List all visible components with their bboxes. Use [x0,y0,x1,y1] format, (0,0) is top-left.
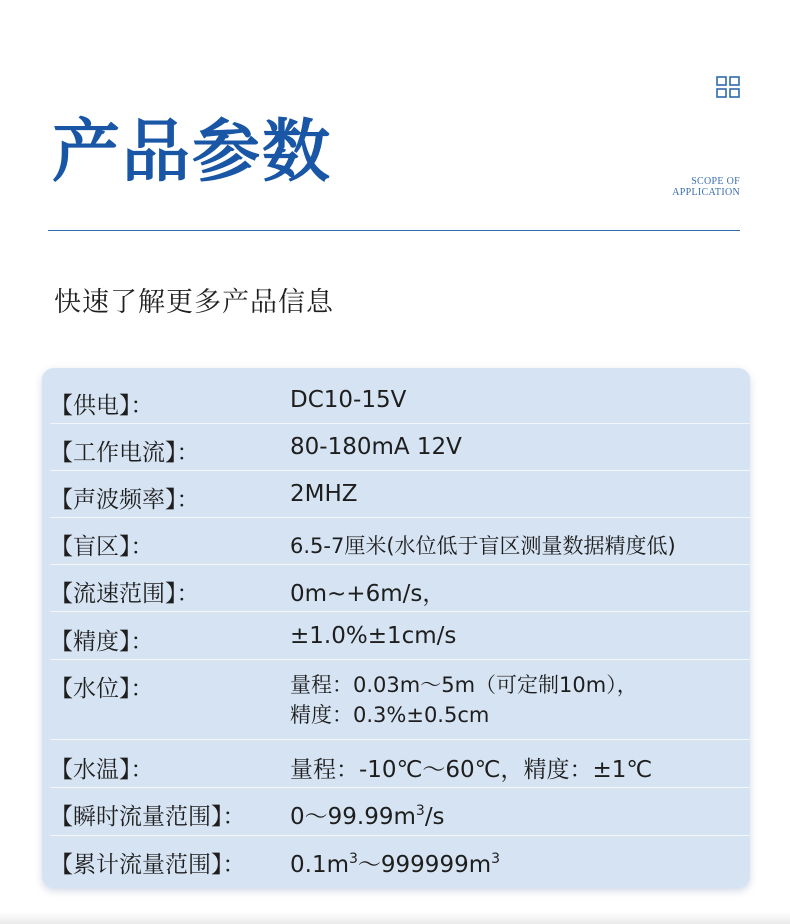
spec-row-current [50,424,750,471]
spec-row-blind-zone [50,518,750,565]
spec-label: 【工作电流】： [50,440,200,466]
superscript: 3 [491,851,501,867]
superscript: 3 [348,851,358,867]
spec-label: 【声波频率】： [50,487,200,513]
spec-value-line-1: 量程：0.03m～5m（可定制10m）， [290,673,638,697]
value-text: 0.1m [290,852,349,878]
spec-value: 量程：-10℃～60℃，精度：±1℃ [290,757,653,783]
spec-value: 2MHZ [290,481,358,507]
spec-row-water-level [50,660,750,740]
spec-label: 【瞬时流量范围】： [50,804,246,830]
spec-card [42,368,750,888]
spec-row-power [50,368,750,424]
spec-value: 6.5-7厘米(水位低于盲区测量数据精度低) [290,534,676,558]
value-text: 0～99.99m [290,804,416,830]
header-divider [48,230,740,231]
value-text: /s [424,804,445,830]
spec-label: 【流速范围】： [50,581,200,607]
spec-row-total-flow [50,836,750,888]
spec-label: 【供电】： [50,393,154,419]
spec-row-instant-flow [50,788,750,836]
spec-label: 【累计流量范围】： [50,852,246,878]
scope-line-1: SCOPE OF [691,176,740,187]
superscript: 3 [415,803,425,819]
spec-row-accuracy [50,612,750,660]
page-title: 产品参数 [52,112,333,192]
spec-value [290,846,500,879]
subtitle: 快速了解更多产品信息 [54,287,334,318]
scope-line-2: APPLICATION [672,187,740,198]
spec-value: 80-180mA 12V [290,434,462,460]
spec-value: DC10-15V [290,387,407,413]
spec-value [290,798,445,831]
scope-of-application [672,176,740,198]
spec-value [290,670,638,730]
spec-row-frequency [50,471,750,518]
bottom-shade [0,912,790,924]
value-text: ～999999m [357,852,492,878]
spec-label: 【水温】： [50,757,154,783]
spec-value-line-2: 精度：0.3%±0.5cm [290,703,490,727]
spec-row-water-temp [50,740,750,788]
spec-label: 【盲区】： [50,534,154,560]
spec-label: 【水位】： [50,676,154,702]
spec-value: ±1.0%±1cm/s [290,623,457,649]
spec-row-velocity-range [50,565,750,612]
spec-label: 【精度】： [50,629,154,655]
grid-icon [716,76,740,98]
spec-value: 0m~+6m/s， [290,581,446,607]
